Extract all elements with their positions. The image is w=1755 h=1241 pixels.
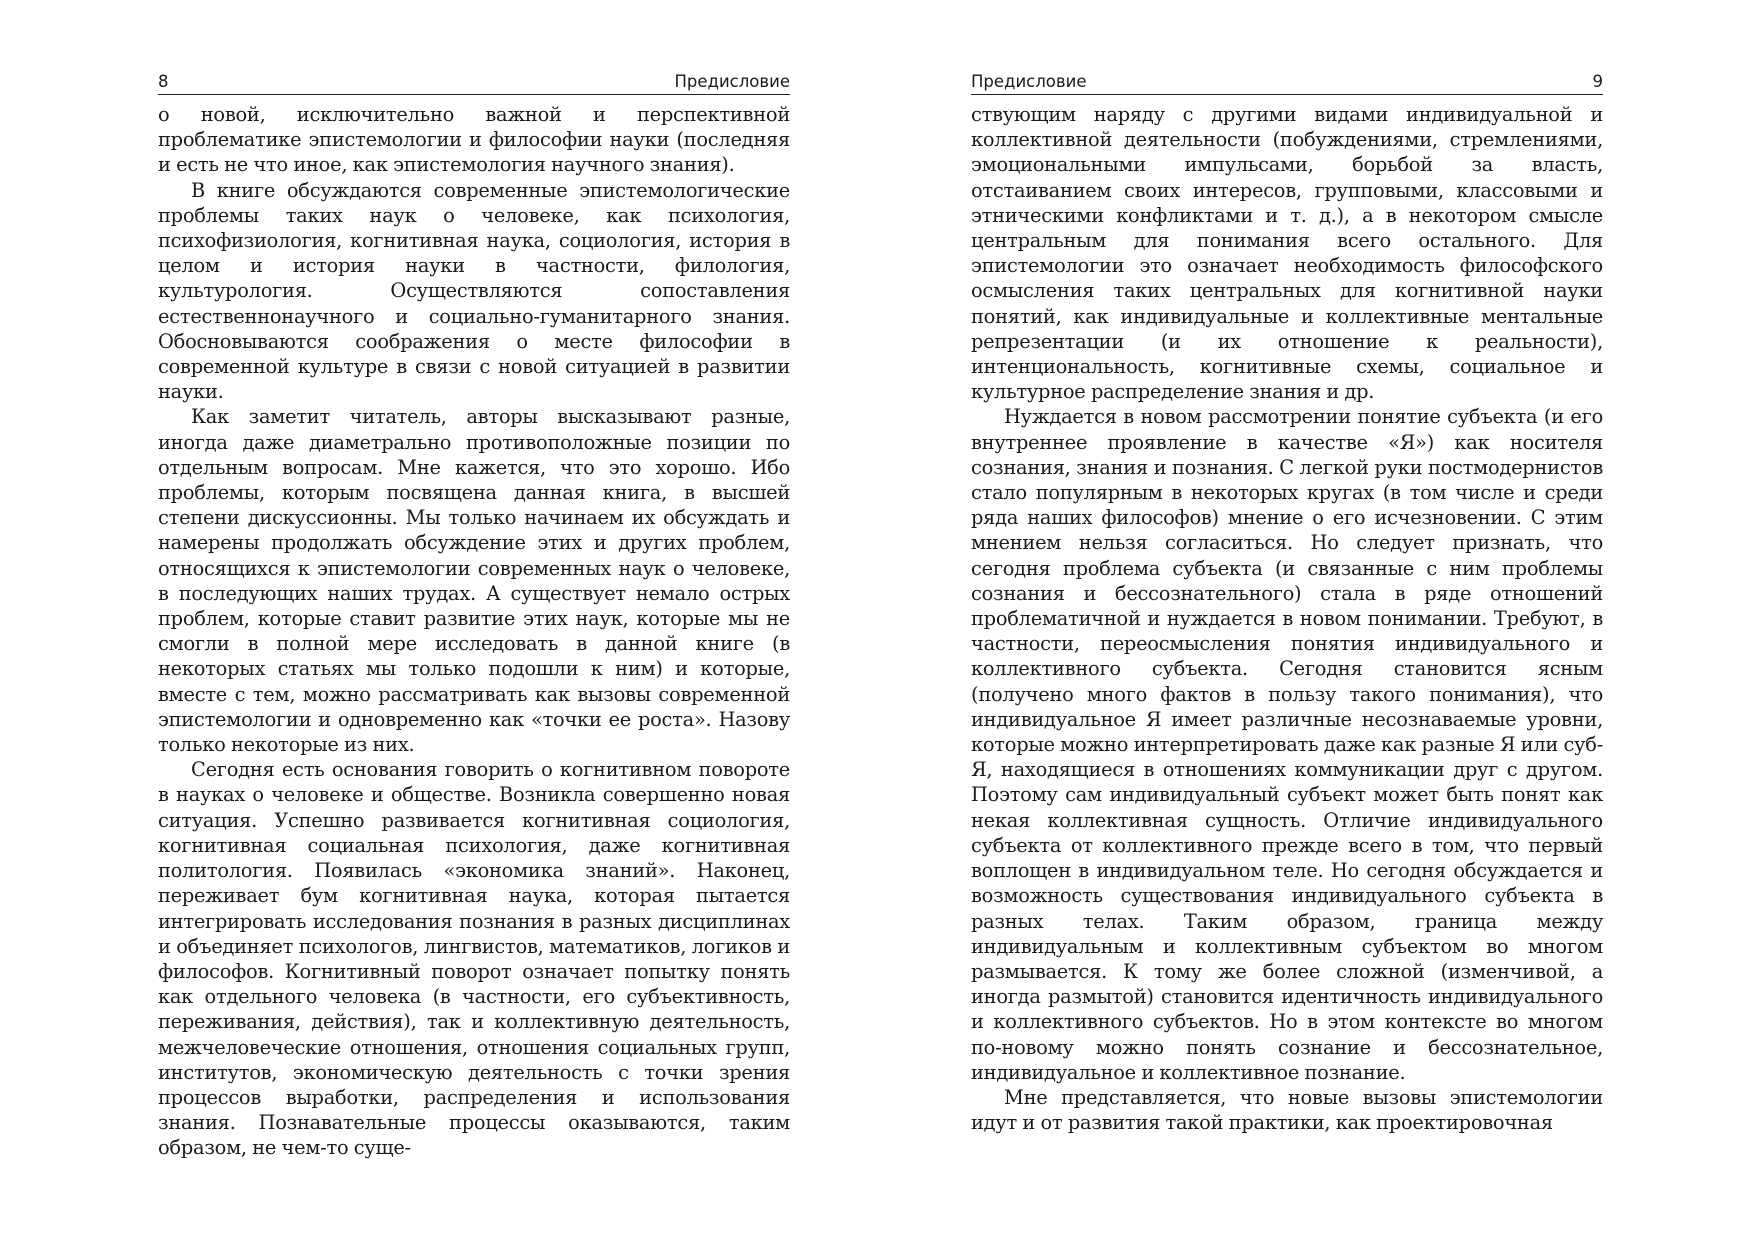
left-page (158, 72, 790, 1161)
right-page (971, 72, 1603, 1135)
paragraph: Сегодня есть основания говорить о когнитивном повороте в науках о человеке и обществе. Возникла совершенно новая ситуация. Успешно развивается когнитивная социология, когнитивная социальная психология, даже когнитивная политология. Появилась «экономика знаний». Наконец, переживает бум когнитивная наука, которая пытается интегрировать исследования познания в разных дисциплинах и объединяет психологов, лингвистов, математиков, логиков и философов. Когнитивный поворот означает попытку понять как отдельного человека (в частности, его субъективность, переживания, действия), так и коллективную деятельность, межчеловеческие отношения, отношения социальных групп, институтов, экономическую деятельность с точки зрения процессов выработки, распределения и использования знания. Познавательные процессы оказываются, таким образом, не чем-то суще- (158, 758, 790, 1160)
paragraph: Как заметит читатель, авторы высказывают разные, иногда даже диаметрально противоположные позиции по отдельным вопросам. Мне кажется, что это хорошо. Ибо проблемы, которым посвящена данная книга, в высшей степени дискуссионны. Мы только начинаем их обсуждать и намерены продолжать обсуждение этих и других проблем, относящихся к эпистемологии современных наук о человеке, в последующих наших трудах. А существует немало острых проблем, которые ставит развитие этих наук, которые мы не смогли в полной мере исследовать в данной книге (в некоторых статьях мы только подошли к ним) и которые, вместе с тем, можно рассматривать как вызовы современной эпистемологии и одновременно как «точки ее роста». Назову только некоторые из них. (158, 405, 790, 757)
paragraph: В книге обсуждаются современные эпистемологические проблемы таких наук о человеке, как психология, психофизиология, когнитивная наука, социология, история в целом и история науки в частности, филология, культурология. Осуществляются сопоставления естественнонаучного и социально-гуманитарного знания. Обосновываются соображения о месте философии в современной культуре в связи с новой ситуацией в развитии науки. (158, 178, 790, 404)
right-page-header (971, 72, 1603, 95)
paragraph: Нуждается в новом рассмотрении понятие субъекта (и его внутреннее проявление в качестве «Я») как носителя сознания, знания и познания. С легкой руки постмодернистов стало популярным в некоторых кругах (в том числе и среди ряда наших философов) мнение о его исчезновении. С этим мнением нельзя согласиться. Но следует признать, что сегодня проблема субъекта (и связанные с ним проблемы сознания и бессознательного) стала в ряде отношений проблематичной и нуждается в новом понимании. Требуют, в частности, переосмысления понятия индивидуального и коллективного субъекта. Сегодня становится ясным (получено много фактов в пользу такого понимания), что индивидуальное Я имеет различные несознаваемые уровни, которые можно интерпретировать даже как разные Я или суб-Я, находящиеся в отношениях коммуникации друг с другом. Поэтому сам индивидуальный субъект может быть понят как некая коллективная сущность. Отличие индивидуального субъекта от коллективного прежде всего в том, что первый воплощен в индивидуальном теле. Но сегодня обсуждается и возможность существования индивидуального субъекта в разных телах. Таким образом, граница между индивидуальным и коллективным субъектом во многом размывается. К тому же более сложной (изменчивой, а иногда размытой) становится идентичность индивидуального и коллективного субъектов. Но в этом контексте во многом по-новому можно понять сознание и бессознательное, индивидуальное и коллективное познание. (971, 405, 1603, 1084)
paragraph: о новой, исключительно важной и перспективной проблематике эпистемологии и философии науки (последняя и есть не что иное, как эпистемология научного знания). (158, 103, 790, 177)
running-head: Предисловие (971, 72, 1087, 91)
left-page-header (158, 72, 790, 95)
right-page-body (971, 102, 1603, 1135)
left-page-body (158, 102, 790, 1161)
paragraph: ствующим наряду с другими видами индивидуальной и коллективной деятельности (побуждениями, стремлениями, эмоциональными импульсами, борьбой за власть, отстаиванием своих интересов, групповыми, классовыми и этническими конфликтами и т. д.), а в некотором смысле центральным для понимания всего остального. Для эпистемологии это означает необходимость философского осмысления таких центральных для когнитивной науки понятий, как индивидуальные и коллективные ментальные репрезентации (и их отношение к реальности), интенциональность, когнитивные схемы, социальное и культурное распределение знания и др. (971, 103, 1603, 404)
page-number: 8 (158, 72, 169, 91)
page-number: 9 (1592, 72, 1603, 91)
running-head: Предисловие (674, 72, 790, 91)
paragraph: Мне представляется, что новые вызовы эпистемологии идут и от развития такой практики, как проектировочная (971, 1085, 1603, 1135)
